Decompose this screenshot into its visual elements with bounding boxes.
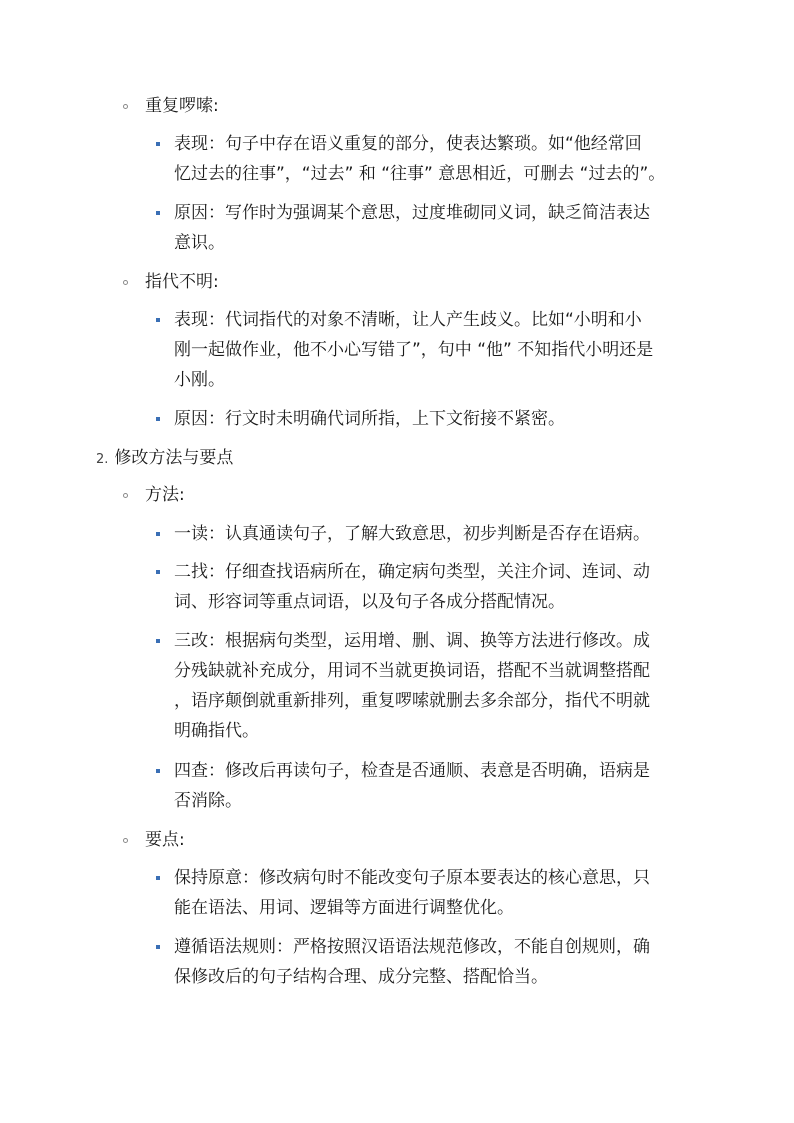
hollow-circle-bullet-icon (123, 493, 128, 498)
hollow-circle-bullet-icon (123, 280, 128, 285)
square-bullet-icon (156, 570, 160, 574)
text-line: 明确指代。 (174, 721, 259, 741)
list-number: 2. (96, 452, 109, 467)
section-heading: 重复啰嗦: (145, 96, 219, 116)
text-line: 原因：行文时未明确代词所指，上下文衔接不紧密。 (174, 409, 565, 429)
text-line: 刚一起做作业，他不小心写错了”，句中 “他” 不知指代小明还是 (174, 340, 654, 360)
list-item-follow-grammar (174, 932, 704, 992)
text-line: 表现：代词指代的对象不清晰，让人产生歧义。比如“小明和小 (174, 310, 642, 330)
numbered-item-revision (96, 447, 233, 471)
list-item-redundancy-symptom (174, 129, 704, 189)
square-bullet-icon (156, 417, 160, 421)
list-item-redundancy (145, 95, 219, 117)
list-item-unclear-reference (145, 271, 219, 293)
text-line: 四查：修改后再读句子，检查是否通顺、表意是否明确，语病是 (174, 761, 650, 781)
list-item-redundancy-cause (174, 198, 704, 258)
text-line: 三改：根据病句类型，运用增、删、调、换等方法进行修改。成 (174, 631, 650, 651)
list-item-unclear-reference-cause (174, 404, 704, 434)
square-bullet-icon (156, 211, 160, 215)
text-line: 分残缺就补充成分，用词不当就更换词语，搭配不当就调整搭配 (174, 661, 650, 681)
list-item-methods (145, 484, 185, 506)
square-bullet-icon (156, 769, 160, 773)
square-bullet-icon (156, 639, 160, 643)
list-item-key-points (145, 829, 185, 851)
square-bullet-icon (156, 142, 160, 146)
section-heading: 要点: (145, 830, 185, 850)
section-heading: 指代不明: (145, 272, 219, 292)
text-line: 一读：认真通读句子，了解大致意思，初步判断是否存在语病。 (174, 524, 650, 544)
hollow-circle-bullet-icon (123, 104, 128, 109)
square-bullet-icon (156, 318, 160, 322)
list-item-method-read (174, 519, 704, 549)
list-item-method-revise (174, 626, 704, 746)
text-line: ，语序颠倒就重新排列，重复啰嗦就删去多余部分，指代不明就 (174, 691, 650, 711)
list-item-keep-meaning (174, 863, 704, 923)
text-line: 原因：写作时为强调某个意思，过度堆砌同义词，缺乏简洁表达 (174, 203, 650, 223)
text-line: 意识。 (174, 233, 225, 253)
text-line: 保修改后的句子结构合理、成分完整、搭配恰当。 (174, 967, 548, 987)
text-line: 否消除。 (174, 791, 242, 811)
square-bullet-icon (156, 945, 160, 949)
text-line: 表现：句子中存在语义重复的部分，使表达繁琐。如“他经常回 (174, 134, 642, 154)
section-heading: 方法: (145, 485, 185, 505)
text-line: 小刚。 (174, 370, 225, 390)
list-item-unclear-reference-symptom (174, 305, 704, 395)
section-title: 修改方法与要点 (114, 448, 234, 468)
square-bullet-icon (156, 532, 160, 536)
square-bullet-icon (156, 876, 160, 880)
text-line: 保持原意：修改病句时不能改变句子原本要表达的核心意思，只 (174, 868, 650, 888)
text-line: 忆过去的往事”，“过去” 和 “往事” 意思相近，可删去 “过去的”。 (174, 164, 666, 184)
list-item-method-find (174, 557, 704, 617)
hollow-circle-bullet-icon (123, 838, 128, 843)
text-line: 遵循语法规则：严格按照汉语语法规范修改，不能自创规则，确 (174, 937, 650, 957)
text-line: 二找：仔细查找语病所在，确定病句类型，关注介词、连词、动 (174, 562, 650, 582)
text-line: 词、形容词等重点词语，以及句子各成分搭配情况。 (174, 592, 565, 612)
list-item-method-check (174, 756, 704, 816)
text-line: 能在语法、用词、逻辑等方面进行调整优化。 (174, 898, 514, 918)
